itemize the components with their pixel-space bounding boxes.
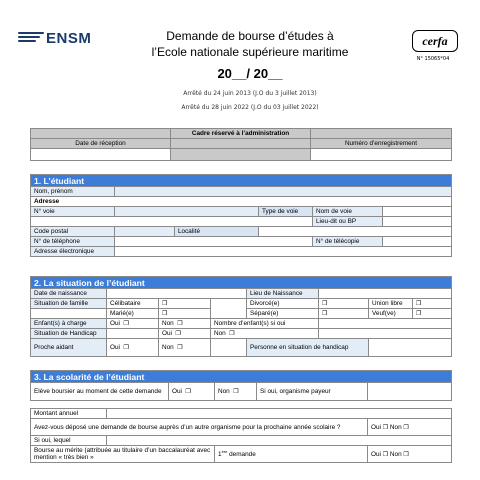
registration-number-field[interactable] (311, 149, 452, 161)
school-year: 20__/ 20__ (217, 66, 283, 81)
postal-code-field[interactable] (115, 227, 175, 237)
family-situation-label: Situation de famille (31, 299, 107, 309)
proche-aidant-yes[interactable]: Oui ❐ (107, 339, 159, 357)
children-no[interactable]: Non ❐ (159, 319, 211, 329)
eleve-boursier-no-checkbox[interactable]: ❐ (233, 388, 239, 395)
autre-organisme-label: Avez-vous déposé une demande de bourse auprès d’un autre organisme pour la prochaine année scolaire ? (31, 419, 368, 436)
children-count-label: Nombre d’enfant(s) si oui (211, 319, 319, 329)
ensm-logo (18, 30, 108, 52)
handicap-yes-checkbox[interactable]: ❐ (175, 330, 181, 337)
premiere-demande-label: 1ère demande (215, 446, 368, 463)
section3-title: 3. La scolarité de l’étudiant (31, 371, 452, 383)
birth-date-label: Date de naissance (31, 289, 107, 299)
postal-code-label: Code postal (31, 227, 115, 237)
reception-date-label: Date de réception (31, 139, 171, 149)
autre-organisme-yes-checkbox[interactable]: ❐ (382, 423, 389, 431)
arrete-2013: Arrêté du 24 juin 2013 (J.O du 3 juillet 2013) (183, 90, 317, 97)
montant-annuel-label: Montant annuel (31, 409, 107, 419)
admin-table (30, 128, 452, 161)
section1-title: 1. L’étudiant (31, 175, 452, 187)
marie-label: Marié(e) (107, 309, 159, 319)
children-yes-checkbox[interactable]: ❐ (123, 320, 129, 327)
form-title-line1: Demande de bourse d’études à (166, 29, 334, 43)
form-title-line2: l’Ecole nationale supérieure maritime (151, 45, 349, 59)
section2-title: 2. La situation de l’étudiant (31, 277, 452, 289)
street-number-field[interactable] (115, 207, 259, 217)
section1-table (30, 174, 452, 257)
union-libre-checkbox[interactable]: ❐ (413, 299, 452, 309)
handicap-label: Situation de Handicap (31, 329, 107, 339)
city-label: Localité (175, 227, 259, 237)
street-number-label: N° voie (31, 207, 115, 217)
section2-table (30, 276, 452, 357)
eleve-boursier-no[interactable]: Non ❐ (215, 383, 257, 401)
admin-heading: Cadre réservé à l’administration (171, 129, 311, 139)
bourse-merite-yes-checkbox[interactable]: ❐ (382, 450, 389, 458)
lieu-dit-label: Lieu-dit ou BP (313, 217, 383, 227)
logo-text: ENSM (46, 30, 92, 47)
address-line-field[interactable] (31, 217, 313, 227)
si-oui-lequel-field[interactable] (107, 436, 452, 446)
divorce-checkbox[interactable]: ❐ (319, 299, 369, 309)
cerfa-logo: cerfa (412, 30, 458, 52)
children-label: Enfant(s) à charge (31, 319, 107, 329)
children-yes[interactable]: Oui ❐ (107, 319, 159, 329)
personne-handicap-label: Personne en situation de handicap (247, 339, 369, 357)
street-name-label: Nom de voie (313, 207, 383, 217)
eleve-boursier-label: Elève boursier au moment de cette demande (31, 383, 169, 401)
proche-aidant-no[interactable]: Non ❐ (159, 339, 211, 357)
bourse-merite-no-checkbox[interactable]: ❐ (403, 450, 409, 458)
separe-label: Séparé(e) (247, 309, 319, 319)
veuf-checkbox[interactable]: ❐ (413, 309, 452, 319)
children-count-field[interactable] (319, 319, 452, 329)
montant-annuel-field[interactable] (107, 409, 452, 419)
autre-organisme-no-checkbox[interactable]: ❐ (403, 423, 409, 431)
organisme-payeur-field[interactable] (368, 383, 452, 401)
autre-organisme-choice[interactable]: Oui ❐ Non ❐ (368, 419, 452, 436)
street-type-label: Type de voie (259, 207, 313, 217)
eleve-boursier-yes-checkbox[interactable]: ❐ (185, 388, 191, 395)
waves-icon (18, 32, 44, 44)
phone-field[interactable] (115, 237, 313, 247)
fax-field[interactable] (383, 237, 452, 247)
city-field[interactable] (259, 227, 452, 237)
marie-checkbox[interactable]: ❐ (159, 309, 211, 319)
organisme-payeur-label: Si oui, organisme payeur (257, 383, 368, 401)
divorce-label: Divorcé(e) (247, 299, 319, 309)
bourse-merite-label: Bourse au mérite (attribuée au titulaire d’un baccalauréat avec mention « très bien » (31, 446, 215, 463)
lieu-dit-field[interactable] (383, 217, 452, 227)
phone-label: N° de téléphone (31, 237, 115, 247)
arrete-2022: Arrêté du 28 juin 2022 (J.O du 03 juillet 2022) (181, 104, 319, 111)
email-field[interactable] (115, 247, 452, 257)
birth-place-field[interactable] (319, 289, 452, 299)
separe-checkbox[interactable]: ❐ (319, 309, 369, 319)
email-label: Adresse électronique (31, 247, 115, 257)
birth-date-field[interactable] (107, 289, 247, 299)
personne-handicap-field[interactable] (369, 339, 452, 357)
name-label: Nom, prénom (31, 187, 115, 197)
handicap-yes[interactable]: Oui ❐ (159, 329, 211, 339)
bourse-merite-choice[interactable]: Oui ❐ Non ❐ (368, 446, 452, 463)
handicap-no[interactable]: Non ❐ (211, 329, 319, 339)
street-name-field[interactable] (383, 207, 452, 217)
name-field[interactable] (115, 187, 452, 197)
children-no-checkbox[interactable]: ❐ (177, 320, 183, 327)
union-libre-label: Union libre (369, 299, 413, 309)
celibataire-checkbox[interactable]: ❐ (159, 299, 211, 309)
section3-table (30, 370, 452, 463)
fax-label: N° de télécopie (313, 237, 383, 247)
si-oui-lequel-label: Si oui, lequel (31, 436, 107, 446)
celibataire-label: Célibataire (107, 299, 159, 309)
reception-date-field[interactable] (31, 149, 171, 161)
proche-aidant-label: Proche aidant (31, 339, 107, 357)
proche-aidant-no-checkbox[interactable]: ❐ (177, 344, 183, 351)
birth-place-label: Lieu de Naissance (247, 289, 319, 299)
address-heading: Adresse (31, 197, 452, 207)
cerfa-number: N° 15065*04 (416, 56, 450, 62)
veuf-label: Veuf(ve) (369, 309, 413, 319)
eleve-boursier-yes[interactable]: Oui ❐ (169, 383, 215, 401)
registration-number-label: Numéro d’enregistrement (311, 139, 452, 149)
proche-aidant-yes-checkbox[interactable]: ❐ (123, 344, 129, 351)
handicap-no-checkbox[interactable]: ❐ (229, 330, 235, 337)
